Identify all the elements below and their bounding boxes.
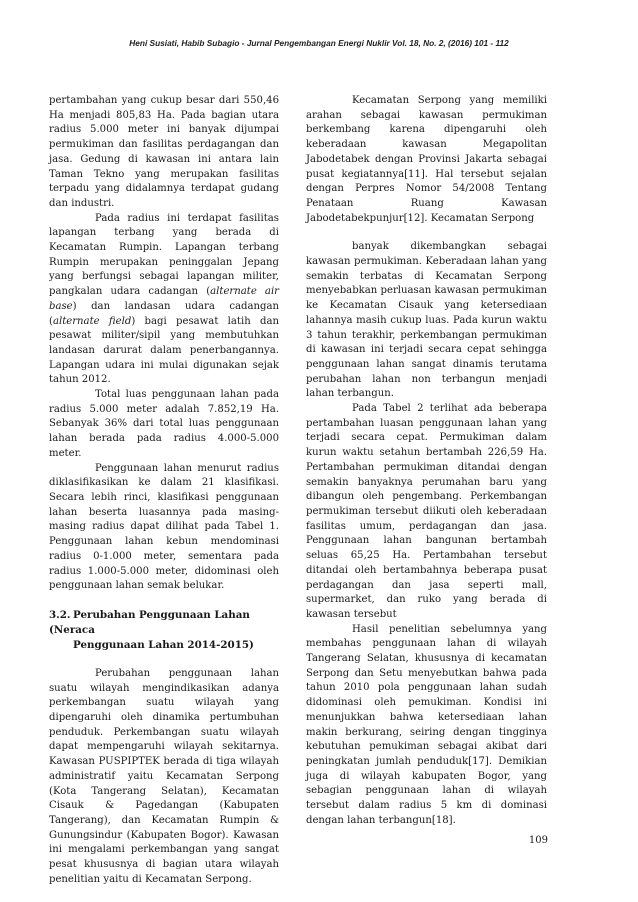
running-head: Heni Susiati, Habib Subagio - Jurnal Pengembangan Energi Nuklir Vol. 18, No. 2, (2016) 101 - 112 (129, 38, 509, 48)
page-number: 109 (528, 835, 548, 846)
paragraph (49, 212, 279, 388)
paragraph: Perubahan penggunaan lahan suatu wilayah mengindikasikan adanya perkembangan suatu wilayah yang dipengaruhi oleh dinamika pertumbuhan penduduk. Perkembangan suatu wilayah dapat mempengaruhi wilayah sekitarnya. Kawasan PUSPIPTEK berada di tiga wilayah administratif yaitu Kecamatan Serpong (Kota Tangerang Selatan), Kecamatan Cisauk & Pagedangan (Kabupaten Tangerang), dan Kecamatan Rumpin & Gunungsindur (Kabupaten Bogor). Kawasan ini mengalami perkembangan yang sangat pesat khususnya di bagian utara wilayah penelitian yaitu di Kecamatan Serpong. (49, 667, 279, 885)
left-column (49, 94, 279, 887)
paragraph: Penggunaan lahan menurut radius diklasifikasikan ke dalam 21 klasifikasi. Secara lebih rinci, klasifikasi penggunaan lahan beserta luasannya pada masing-masing radius dapat dilihat pada Tabel 1. Penggunaan lahan kebun mendominasi radius 0-1.000 meter, sementara pada radius 1.000-5.000 meter, didominasi oleh penggunaan lahan semak belukar. (49, 462, 279, 592)
text-run: Pada radius ini terdapat fasilitas lapangan terbang yang berada di Kecamatan Rumpin. Lapangan terbang Rumpin merupakan peninggalan Jepang yang berfungsi sebagai lapangan militer, pangkalan udara cadangan ( (49, 212, 279, 298)
paragraph: pertambahan yang cukup besar dari 550,46 Ha menjadi 805,83 Ha. Pada bagian utara radius 5.000 meter ini banyak dijumpai permukiman dan fasilitas perdagangan dan jasa. Gedung di kawasan ini antara lain Taman Tekno yang merupakan fasilitas terpadu yang didalamnya terdapat gudang dan industri. (49, 95, 279, 209)
paragraph: Total luas penggunaan lahan pada radius 5.000 meter adalah 7.852,19 Ha. Sebanyak 36% dari total luas penggunaan lahan berada pada radius 4.000-5.000 meter. (49, 389, 279, 459)
section-number: 3.2. (49, 608, 71, 621)
italic-term: alternate field (52, 315, 132, 327)
section-title-line-1: Perubahan Penggunaan Lahan (Neraca (49, 608, 250, 636)
text-run: ) dan landasan udara cadangan ( (49, 300, 279, 327)
paragraph: Kecamatan Serpong yang memiliki arahan sebagai kawasan permukiman berkembang karena dipengaruhi oleh keberadaan kawasan Megapolitan Jabodetabek dengan Provinsi Jakarta sebagai pusat kegiatannya[11]. Hal tersebut sejalan dengan Perpres Nomor 54/2008 Tentang Penataan Ruang Kawasan Jabodetabekpunjur[12]. Kecamatan Serpong (306, 95, 547, 224)
right-column (306, 94, 547, 828)
paragraph: banyak dikembangkan sebagai kawasan permukiman. Keberadaan lahan yang semakin terbatas di Kecamatan Serpong menyebabkan perluasan kawasan permukiman ke Kecamatan Cisauk yang ketersediaan lahannya masih cukup luas. Pada kurun waktu 3 tahun terakhir, perkembangan permukiman di kawasan ini terjadi secara cepat sehingga penggunaan lahan sangat dinamis terutama perubahan lahan non terbangun menjadi lahan terbangun. (306, 241, 547, 400)
section-heading (49, 608, 279, 653)
section-title-line-2: Penggunaan Lahan 2014-2015) (73, 638, 254, 651)
paragraph: Hasil penelitian sebelumnya yang membahas penggunaan lahan di wilayah Tangerang Selatan, khususnya di kecamatan Serpong dan Setu menyebutkan bahwa pada tahun 2010 pola penggunaan lahan sudah didominasi oleh pemukiman. Kondisi ini menunjukkan bahwa ketersediaan lahan makin berkurang, seiring dengan tingginya kebutuhan pemukiman sebagai akibat dari peningkatan jumlah penduduk[17]. Demikian juga di wilayah kabupaten Bogor, yang sebagian penggunaan lahan di wilayah tersebut dalam radius 5 km di dominasi dengan lahan terbangun[18]. (306, 623, 547, 826)
text-run: ) bagi pesawat latih dan pesawat militer/sipil yang membutuhkan landasan darurat dalam penerbangannya. Lapangan udara ini mulai digunakan sejak tahun 2012. (49, 315, 279, 386)
paragraph: Pada Tabel 2 terlihat ada beberapa pertambahan luasan penggunaan lahan yang terjadi secara cepat. Permukiman dalam kurun waktu setahun bertambah 226,59 Ha. Pertambahan permukiman ditandai dengan semakin banyaknya perumahan baru yang dibangun oleh pengembang. Perkembangan permukiman tersebut diikuti oleh keberadaan fasilitas umum, perdagangan dan jasa. Penggunaan lahan bangunan bertambah seluas 65,25 Ha. Pertambahan tersebut ditandai oleh bertambahnya beberapa pusat perdagangan dan jasa seperti mall, supermarket, dan ruko yang berada di kawasan tersebut (306, 403, 547, 620)
italic-term: alternate air base (49, 286, 279, 312)
